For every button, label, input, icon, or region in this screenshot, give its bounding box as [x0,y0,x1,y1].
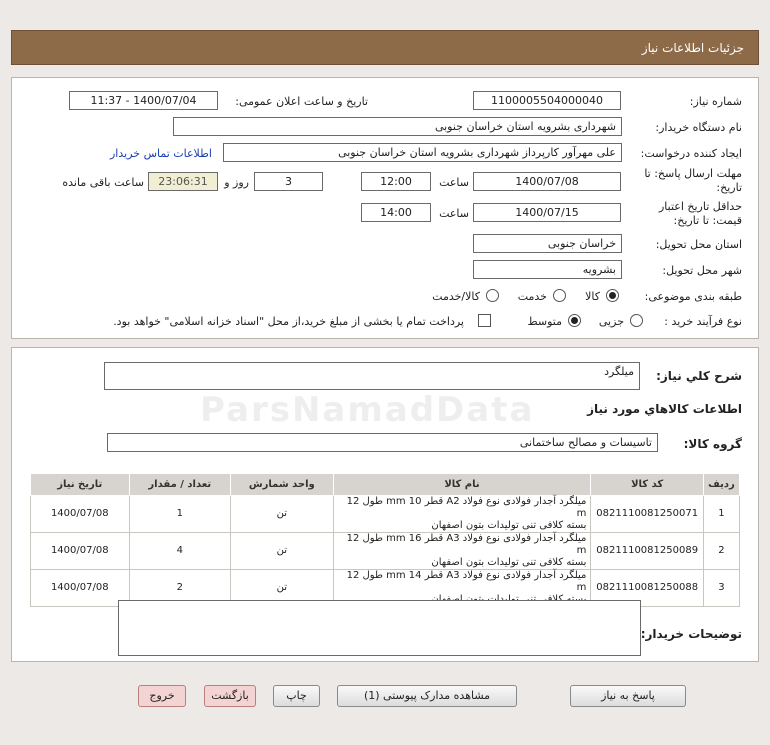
requester-field: علی مهرآور کارپرداز شهرداری بشرویه استان خراسان جنوبی [223,143,622,162]
row-index: 3 [703,570,739,607]
buyer-org-field: شهرداری بشرویه استان خراسان جنوبی [173,117,622,136]
back-button[interactable]: بازگشت [204,685,256,707]
deadline-time-label: ساعت [439,176,469,189]
goods-group-label: گروه کالا: [683,437,742,451]
row-name-line1: میلگرد آجدار فولادی نوع فولاد A3 قطر 14 mm طول 12 m [346,570,587,593]
validity-time-field: 14:00 [361,203,431,222]
remaining-label: ساعت باقی مانده [62,176,144,189]
row-name [333,496,591,533]
page-title: جزئیات اطلاعات نیاز [641,41,744,55]
process-medium-label: متوسط [527,315,562,328]
col-code: کد کالا [591,474,703,496]
attachments-button[interactable]: مشاهده مدارک پیوستی (1) [337,685,517,707]
row-index: 1 [703,496,739,533]
general-desc-label: شرح کلي نياز: [656,369,742,383]
row-date: 1400/07/08 [31,570,130,607]
process-minor-radio[interactable] [630,314,643,327]
row-name-line2: بسته کلافی تنی تولیدات بتون اصفهان [431,520,587,531]
row-qty: 4 [129,533,231,570]
remaining-time-field: 23:06:31 [148,172,218,191]
row-code: 0821110081250071 [591,496,703,533]
col-qty: تعداد / مقدار [129,474,231,496]
treasury-payment-checkbox[interactable] [478,314,491,327]
category-goods-label: کالا [585,290,600,303]
page-header [11,30,759,65]
row-date: 1400/07/08 [31,533,130,570]
process-minor-label: جزیی [598,315,624,328]
validity-time-label: ساعت [439,207,469,220]
buyer-notes-field [118,600,641,656]
process-label: نوع فرآیند خرید : [664,315,742,328]
announce-label: تاریخ و ساعت اعلان عمومی: [235,95,368,108]
row-code: 0821110081250088 [591,570,703,607]
row-qty: 1 [129,496,231,533]
print-button[interactable]: چاپ [273,685,320,707]
contact-buyer-link[interactable]: اطلاعات تماس خریدار [110,147,212,160]
row-name [333,533,591,570]
announce-field: 1400/07/04 - 11:37 [69,91,218,110]
exit-button[interactable]: خروج [138,685,186,707]
requester-label: ایجاد کننده درخواست: [640,147,742,160]
reply-button[interactable]: پاسخ به نیاز [570,685,686,707]
col-index: ردیف [703,474,739,496]
row-qty: 2 [129,570,231,607]
deadline-label-1: مهلت ارسال پاسخ: تا [644,167,742,180]
deadline-time-field: 12:00 [361,172,431,191]
province-label: استان محل تحویل: [655,238,742,251]
province-field: خراسان جنوبی [473,234,622,253]
deadline-label-2: تاریخ: [716,181,742,194]
deadline-date-field: 1400/07/08 [473,172,621,191]
category-service-label: خدمت [517,290,547,303]
goods-table-header [31,474,740,496]
city-field: بشرویه [473,260,622,279]
row-index: 2 [703,533,739,570]
row-name-line1: میلگرد آجدار فولادی نوع فولاد A2 قطر 10 mm طول 12 m [346,496,587,519]
need-number-label: شماره نیاز: [689,95,742,108]
buyer-notes-label: توضیحات خریدار: [640,627,742,641]
validity-label-1: حداقل تاریخ اعتبار [658,200,742,213]
col-name: نام کالا [333,474,591,496]
row-date: 1400/07/08 [31,496,130,533]
table-row [31,496,740,533]
row-name-line2: بسته کلافی تنی تولیدات بتون اصفهان [431,557,587,568]
row-unit: تن [231,570,334,607]
validity-date-field: 1400/07/15 [473,203,621,222]
general-desc-field: میلگرد [104,362,640,390]
col-unit: واحد شمارش [231,474,334,496]
category-both-radio[interactable] [486,289,499,302]
row-unit: تن [231,533,334,570]
need-number-field: 1100005504000040 [473,91,621,110]
row-unit: تن [231,496,334,533]
city-label: شهر محل تحویل: [662,264,742,277]
days-field: 3 [254,172,323,191]
goods-info-title: اطلاعات کالاهاي مورد نياز [587,402,742,416]
row-code: 0821110081250089 [591,533,703,570]
payment-note: پرداخت تمام یا بخشی از مبلغ خرید،از محل "اسناد خزانه اسلامی" خواهد بود. [113,315,464,328]
row-name-line1: میلگرد آجدار فولادی نوع فولاد A3 قطر 16 mm طول 12 m [346,533,587,556]
category-goods-radio[interactable] [606,289,619,302]
goods-group-field: تاسیسات و مصالح ساختمانی [107,433,658,452]
process-medium-radio[interactable] [568,314,581,327]
category-both-label: کالا/خدمت [432,290,480,303]
buyer-org-label: نام دستگاه خریدار: [655,121,742,134]
days-label: روز و [224,176,249,189]
goods-table [30,473,740,607]
col-date: تاریخ نیاز [31,474,130,496]
category-service-radio[interactable] [553,289,566,302]
validity-label-2: قیمت: تا تاریخ: [673,214,742,227]
category-label: طبقه بندی موضوعی: [644,290,742,303]
table-row [31,533,740,570]
